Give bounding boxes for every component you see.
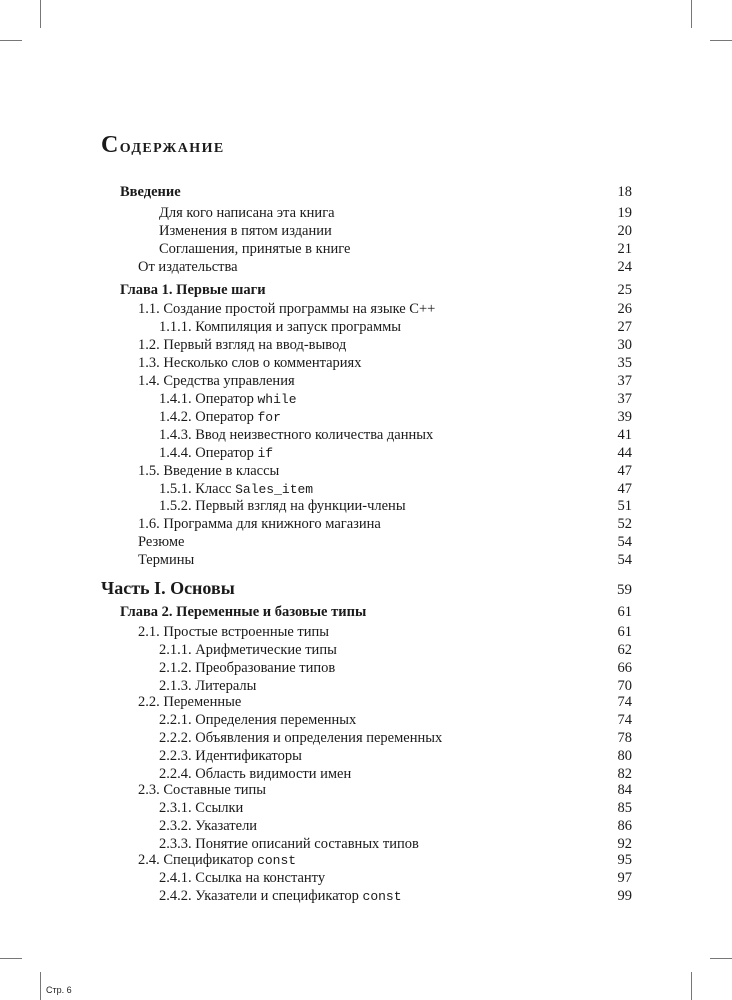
toc-entry-label: 1.6. Программа для книжного магазина [138, 516, 381, 532]
toc-entry-label: Изменения в пятом издании [159, 223, 332, 239]
toc-entry-label: 1.4. Средства управления [138, 373, 295, 389]
toc-entry-code: const [257, 853, 297, 868]
toc-page-number: 54 [617, 534, 632, 550]
toc-page-number: 74 [617, 694, 632, 710]
toc-page-number: 85 [617, 800, 632, 816]
toc-entry-label: 2.1.1. Арифметические типы [159, 642, 337, 658]
toc-page-number: 97 [617, 870, 632, 886]
toc-entry-label: Для кого написана эта книга [159, 205, 335, 221]
toc-entry [159, 887, 632, 905]
toc-entry [138, 851, 632, 869]
toc-entry-label: 2.2. Переменные [138, 694, 242, 710]
toc-entry-code: const [362, 889, 402, 904]
toc-entry [159, 390, 632, 408]
toc-page-number: 99 [617, 888, 632, 904]
toc-entry-label: 2.3.3. Понятие описаний составных типов [159, 836, 419, 852]
toc-entry-label [159, 408, 281, 427]
toc-entry [159, 729, 632, 747]
toc-page-number: 80 [617, 748, 632, 764]
toc-page-number: 25 [617, 282, 632, 298]
toc-entry-label: Соглашения, принятые в книге [159, 241, 351, 257]
toc-entry [159, 222, 632, 240]
toc-entry [138, 336, 632, 354]
toc-entry [159, 799, 632, 817]
toc-page-number: 74 [617, 712, 632, 728]
toc-page-number: 51 [617, 498, 632, 514]
toc-page-number: 27 [617, 319, 632, 335]
toc-entry [138, 354, 632, 372]
toc-entry [138, 258, 632, 276]
toc-page-number: 30 [617, 337, 632, 353]
toc-entry-label [159, 887, 402, 906]
toc-entry [159, 318, 632, 336]
toc-page-number: 92 [617, 836, 632, 852]
toc-entry [159, 747, 632, 765]
toc-entry-label: 2.1. Простые встроенные типы [138, 624, 330, 640]
toc-entry-label [159, 390, 297, 409]
toc-entry-label: 2.1.2. Преобразование типов [159, 660, 336, 676]
toc-entry [138, 551, 632, 569]
toc-entry-text: 2.4. Спецификатор [138, 852, 258, 868]
toc-entry-code: while [257, 392, 297, 407]
toc-entry-label: 2.2.3. Идентификаторы [159, 748, 302, 764]
toc-entry [159, 869, 632, 887]
toc-chapter [120, 183, 632, 201]
toc-entry-code: if [257, 446, 274, 461]
toc-entry-label: 1.4.3. Ввод неизвестного количества данных [159, 427, 434, 443]
toc-page-number: 86 [617, 818, 632, 834]
toc-entry-label: 1.3. Несколько слов о комментариях [138, 355, 362, 371]
toc-entry-label: 1.2. Первый взгляд на ввод-вывод [138, 337, 347, 353]
toc-page-number: 35 [617, 355, 632, 371]
toc-entry-label: От издательства [138, 259, 238, 275]
toc-entry [159, 711, 632, 729]
toc-page-number: 37 [617, 391, 632, 407]
toc-entry [159, 659, 632, 677]
toc-page-number: 26 [617, 301, 632, 317]
toc-entry-label: Резюме [138, 534, 185, 550]
toc-entry-label: Термины [138, 552, 195, 568]
toc-entry [138, 533, 632, 551]
toc-entry [138, 693, 632, 711]
toc-page-number: 44 [617, 445, 632, 461]
toc-entry [159, 817, 632, 835]
toc-entry-label: 2.3.1. Ссылки [159, 800, 244, 816]
toc-entry-label: 2.4.1. Ссылка на константу [159, 870, 326, 886]
toc-page-number: 41 [617, 427, 632, 443]
toc-entry-label: 1.1.1. Компиляция и запуск программы [159, 319, 402, 335]
toc-page-number: 84 [617, 782, 632, 798]
toc-entry-label [159, 444, 273, 463]
toc-page-number: 20 [617, 223, 632, 239]
toc-entry [138, 462, 632, 480]
toc-page-number: 78 [617, 730, 632, 746]
toc-page-number: 19 [617, 205, 632, 221]
toc-page-number: 82 [617, 766, 632, 782]
title-rest: одержание [119, 135, 225, 157]
toc-entry-label: 2.3. Составные типы [138, 782, 267, 798]
toc-page-number: 39 [617, 409, 632, 425]
toc-entry [138, 300, 632, 318]
toc-entry-text: 1.5.1. Класс [159, 481, 236, 497]
toc-page-number: 47 [617, 481, 632, 497]
toc-entry-label: 2.3.2. Указатели [159, 818, 258, 834]
toc-entry-label: Введение [120, 184, 181, 200]
toc-entry [159, 480, 632, 498]
toc-page-number: 21 [617, 241, 632, 257]
toc-part [101, 577, 632, 599]
toc-page-number: 61 [617, 604, 632, 620]
toc-entry-label: 1.5.2. Первый взгляд на функции-члены [159, 498, 406, 514]
toc-entry [138, 623, 632, 641]
toc-page-number: 95 [617, 852, 632, 868]
toc-entry-code: for [257, 410, 281, 425]
toc-entry [138, 781, 632, 799]
toc-entry-label [138, 851, 296, 870]
toc-entry [159, 204, 632, 222]
toc-page-number: 61 [617, 624, 632, 640]
toc-page-number: 54 [617, 552, 632, 568]
toc-page-number: 47 [617, 463, 632, 479]
toc-page-number: 62 [617, 642, 632, 658]
toc-entry-label: 2.2.2. Объявления и определения переменных [159, 730, 443, 746]
toc-entry-label: 2.2.4. Область видимости имен [159, 766, 352, 782]
toc-entry-text: 1.4.4. Оператор [159, 445, 258, 461]
toc-entry [159, 408, 632, 426]
toc-chapter [120, 603, 632, 621]
toc-entry-code: Sales_item [235, 482, 314, 497]
toc-entry-label: Глава 1. Первые шаги [120, 282, 266, 298]
toc-entry-label: 1.1. Создание простой программы на языке C++ [138, 301, 436, 317]
toc-page-number: 24 [617, 259, 632, 275]
toc-entry [159, 444, 632, 462]
toc-entry-label: Глава 2. Переменные и базовые типы [120, 604, 367, 620]
toc-chapter [120, 281, 632, 299]
toc-page-number: 59 [617, 582, 632, 598]
toc-entry [159, 497, 632, 515]
toc-page-number: 70 [617, 678, 632, 694]
toc-entry-label: Часть I. Основы [101, 578, 235, 598]
toc-entry [159, 641, 632, 659]
toc-page-number: 52 [617, 516, 632, 532]
toc-page-number: 18 [617, 184, 632, 200]
toc-entry-text: 2.4.2. Указатели и спецификатор [159, 888, 363, 904]
toc-entry [159, 426, 632, 444]
toc-entry [138, 515, 632, 533]
toc-entry-text: 1.4.1. Оператор [159, 391, 258, 407]
toc-entry-label: 2.2.1. Определения переменных [159, 712, 357, 728]
toc-page-number: 66 [617, 660, 632, 676]
toc-entry [159, 240, 632, 258]
page-footer: Стр. 6 [46, 985, 72, 995]
toc-entry-text: 1.4.2. Оператор [159, 409, 258, 425]
toc-entry-label: 2.1.3. Литералы [159, 678, 257, 694]
title-initial: С [101, 132, 120, 158]
toc-entry [138, 372, 632, 390]
toc-entry-label: 1.5. Введение в классы [138, 463, 280, 479]
toc-page-number: 37 [617, 373, 632, 389]
